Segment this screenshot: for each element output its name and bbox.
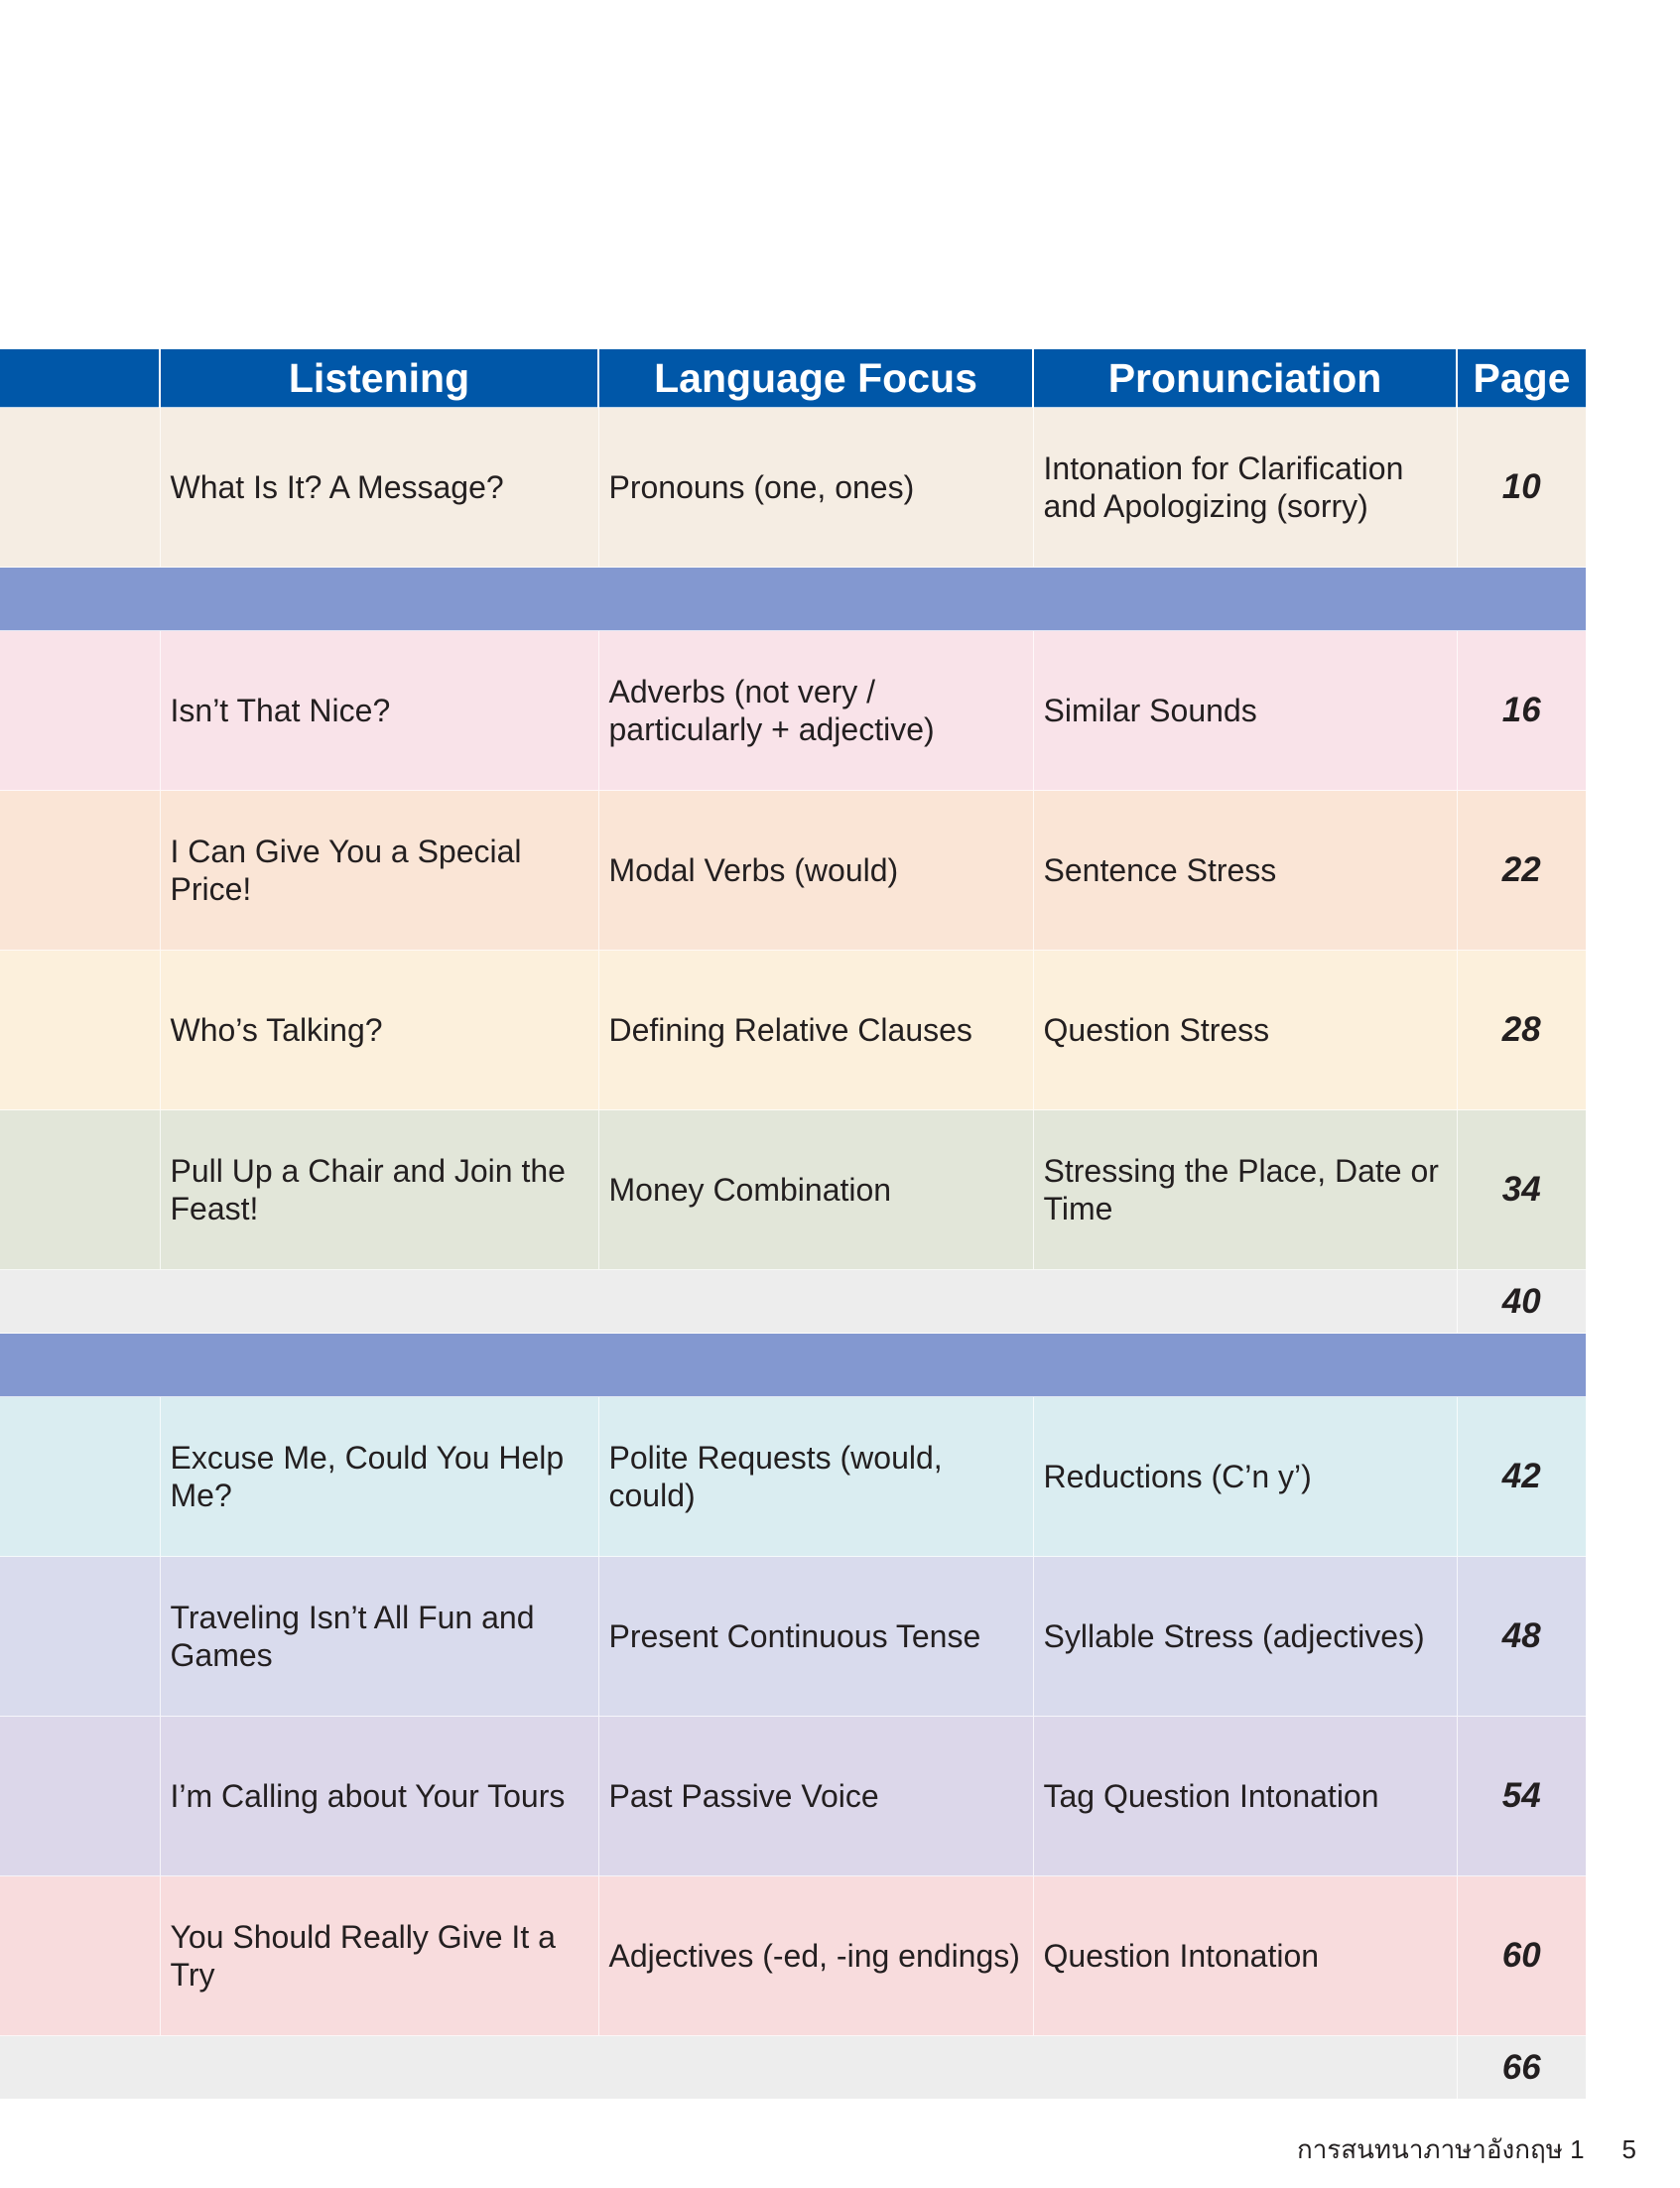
page-cell: 42 — [1457, 1397, 1586, 1557]
listening-cell: What Is It? A Message? — [160, 408, 598, 568]
pronunciation-cell: Syllable Stress (adjectives) — [1033, 1557, 1457, 1717]
unit-cell — [0, 1557, 160, 1717]
unit-row — [0, 408, 1586, 568]
section-band-row — [0, 1334, 1586, 1397]
page-cell: 10 — [1457, 408, 1586, 568]
unit-row — [0, 631, 1586, 791]
section-band — [0, 1334, 1586, 1397]
listening-cell: You Should Really Give It a Try — [160, 1876, 598, 2036]
unit-row — [0, 951, 1586, 1110]
page-cell: 16 — [1457, 631, 1586, 791]
unit-row — [0, 1876, 1586, 2036]
page-cell: 28 — [1457, 951, 1586, 1110]
unit-row — [0, 1717, 1586, 1876]
unit-cell — [0, 1397, 160, 1557]
listening-cell: Pull Up a Chair and Join the Feast! — [160, 1110, 598, 1270]
unit-cell — [0, 1110, 160, 1270]
unit-row — [0, 1557, 1586, 1717]
page-footer — [1297, 2129, 1636, 2170]
pronunciation-cell: Tag Question Intonation — [1033, 1717, 1457, 1876]
unit-row — [0, 1110, 1586, 1270]
header-row — [0, 349, 1586, 408]
language-focus-cell: Defining Relative Clauses — [598, 951, 1033, 1110]
listening-cell: Traveling Isn’t All Fun and Games — [160, 1557, 598, 1717]
review-cell — [0, 2036, 1457, 2100]
language-focus-cell: Adjectives (-ed, -ing endings) — [598, 1876, 1033, 2036]
language-focus-cell: Modal Verbs (would) — [598, 791, 1033, 951]
pronunciation-cell: Similar Sounds — [1033, 631, 1457, 791]
language-focus-cell: Pronouns (one, ones) — [598, 408, 1033, 568]
listening-cell: I’m Calling about Your Tours — [160, 1717, 598, 1876]
language-focus-cell: Money Combination — [598, 1110, 1033, 1270]
pronunciation-cell: Intonation for Clarification and Apologizing (sorry) — [1033, 408, 1457, 568]
page-cell: 66 — [1457, 2036, 1586, 2100]
unit-cell — [0, 951, 160, 1110]
page-number: 5 — [1621, 2134, 1636, 2164]
listening-cell: Who’s Talking? — [160, 951, 598, 1110]
unit-cell — [0, 791, 160, 951]
language-focus-cell: Present Continuous Tense — [598, 1557, 1033, 1717]
unit-cell — [0, 631, 160, 791]
pronunciation-cell: Sentence Stress — [1033, 791, 1457, 951]
language-focus-cell: Polite Requests (would, could) — [598, 1397, 1033, 1557]
header-pronunciation: Pronunciation — [1033, 349, 1457, 408]
page-cell: 22 — [1457, 791, 1586, 951]
book-title: การสนทนาภาษาอังกฤษ 1 — [1296, 2134, 1585, 2164]
listening-cell: Isn’t That Nice? — [160, 631, 598, 791]
page-cell: 48 — [1457, 1557, 1586, 1717]
section-band — [0, 568, 1586, 631]
unit-cell — [0, 408, 160, 568]
page-cell: 60 — [1457, 1876, 1586, 2036]
listening-cell: I Can Give You a Special Price! — [160, 791, 598, 951]
header-listening: Listening — [160, 349, 598, 408]
pronunciation-cell: Question Intonation — [1033, 1876, 1457, 2036]
unit-row — [0, 791, 1586, 951]
review-row — [0, 2036, 1586, 2100]
section-band-row — [0, 568, 1586, 631]
pronunciation-cell: Stressing the Place, Date or Time — [1033, 1110, 1457, 1270]
pronunciation-cell: Reductions (C’n y’) — [1033, 1397, 1457, 1557]
table-body — [0, 408, 1586, 2100]
page-cell: 40 — [1457, 1270, 1586, 1334]
page-cell: 54 — [1457, 1717, 1586, 1876]
review-row — [0, 1270, 1586, 1334]
pronunciation-cell: Question Stress — [1033, 951, 1457, 1110]
page-cell: 34 — [1457, 1110, 1586, 1270]
review-cell — [0, 1270, 1457, 1334]
listening-cell: Excuse Me, Could You Help Me? — [160, 1397, 598, 1557]
table-of-contents — [0, 349, 1586, 2099]
language-focus-cell: Adverbs (not very / particularly + adjective) — [598, 631, 1033, 791]
unit-cell — [0, 1717, 160, 1876]
header-blank — [0, 349, 160, 408]
unit-cell — [0, 1876, 160, 2036]
header-language-focus: Language Focus — [598, 349, 1033, 408]
language-focus-cell: Past Passive Voice — [598, 1717, 1033, 1876]
header-page: Page — [1457, 349, 1586, 408]
unit-row — [0, 1397, 1586, 1557]
